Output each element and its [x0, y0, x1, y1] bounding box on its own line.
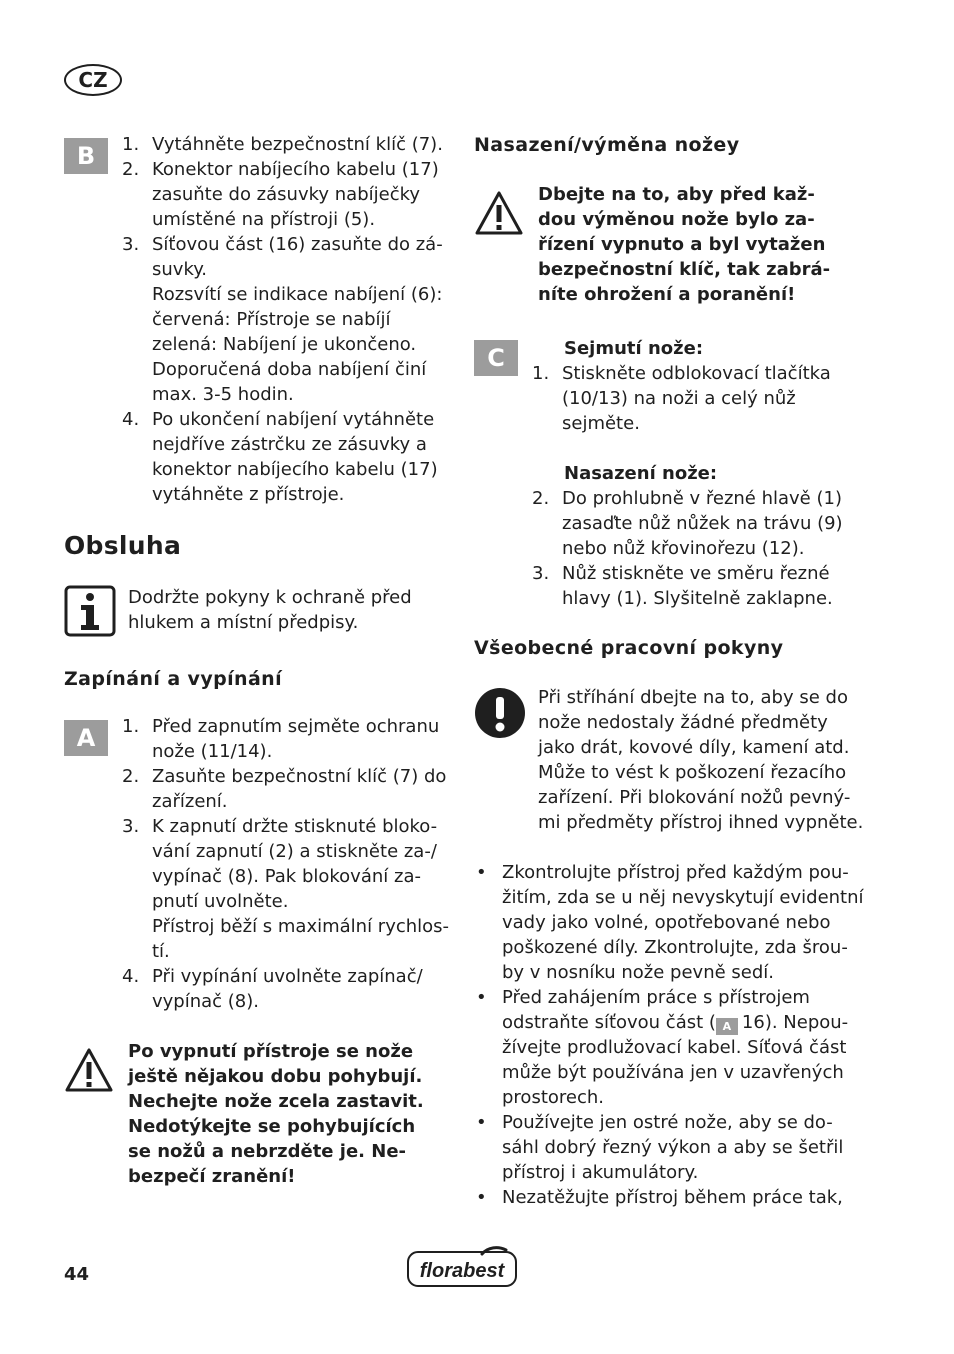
step-text-line: Do prohlubně v řezné hlavě (1) [562, 488, 842, 509]
step-text-line: Před zapnutím sejměte ochranu [152, 716, 440, 737]
steps-list-b [122, 132, 452, 507]
bullet-text-line: by v nosníku nože pevně sedí. [502, 962, 775, 983]
step-text-line: zelená: Nabíjení je ukončeno. [152, 334, 417, 355]
step-text-line: zařízení. [152, 791, 228, 812]
warning-note-left [64, 1039, 452, 1189]
info-note [64, 585, 452, 644]
text-line: Dbejte na to, aby před kaž- [538, 184, 815, 205]
list-item [122, 232, 452, 407]
text-line: dou výměnou nože bylo za- [538, 209, 815, 230]
step-text-line: K zapnutí držte stisknuté bloko- [152, 816, 438, 837]
list-item [474, 860, 864, 985]
step-text-line: Rozsvítí se indikace nabíjení (6): [152, 284, 443, 305]
text-line: Nechejte nože zcela zastavit. [128, 1091, 424, 1112]
step-text-line: suvky. [152, 259, 208, 280]
warning-icon [64, 1039, 128, 1100]
bullet-text-line: sáhl dobrý řezný výkon a aby se šetřil [502, 1137, 844, 1158]
warning-note-text [538, 182, 864, 307]
text-line: Nedotýkejte se pohybujících [128, 1116, 416, 1137]
bullet-text-line: žitím, zda se u něj nevyskytují evidentní [502, 887, 864, 908]
list-item [122, 132, 452, 157]
step-text-line: tí. [152, 941, 170, 962]
step-number: 2. [122, 766, 140, 787]
text-line: Při stříhání dbejte na to, aby se do [538, 687, 848, 708]
caution-note [474, 685, 864, 835]
step-text-line: Nůž stiskněte ve směru řezné [562, 563, 830, 584]
step-text-line: nebo nůž křovinořezu (12). [562, 538, 805, 559]
step-text-line: vypínač (8). Pak blokování za- [152, 866, 421, 887]
steps-list-a [122, 714, 452, 1014]
step-number: 2. [122, 159, 140, 180]
list-item [532, 486, 864, 561]
step-text-line: pnutí uvolněte. [152, 891, 289, 912]
steps-list-removal [532, 361, 864, 436]
step-number: 4. [122, 966, 140, 987]
list-item [474, 985, 864, 1110]
bullet-icon: • [476, 987, 487, 1008]
step-number: 3. [122, 816, 140, 837]
step-number: 3. [532, 563, 550, 584]
warning-note-right [474, 182, 864, 307]
step-text-line: Při vypínání uvolněte zapínač/ [152, 966, 423, 987]
step-text-line: Po ukončení nabíjení vytáhněte [152, 409, 435, 430]
left-column [64, 132, 452, 1189]
step-number: 4. [122, 409, 140, 430]
step-badge-c: C [474, 340, 518, 376]
bullet-text-line: žívejte prodlužovací kabel. Síťová část [502, 1037, 847, 1058]
section-title-zapinani: Zapínání a vypínání [64, 668, 283, 690]
language-badge [64, 64, 122, 96]
bullet-icon: • [476, 1187, 487, 1208]
logo-text: florabest [419, 1260, 505, 1282]
step-number: 1. [122, 134, 140, 155]
bullet-icon: • [476, 1112, 487, 1133]
subheading-mount: Nasazení nože: [564, 463, 718, 484]
step-text-line: max. 3-5 hodin. [152, 384, 294, 405]
bullet-text-line: prostorech. [502, 1087, 604, 1108]
text-line: hlukem a místní předpisy. [128, 612, 359, 633]
text-line: mi předměty přístroj ihned vypněte. [538, 812, 864, 833]
step-text-line: Zasuňte bezpečnostní klíč (7) do [152, 766, 447, 787]
warning-icon [474, 182, 538, 243]
list-item [122, 157, 452, 232]
bullet-text-line: přístroj i akumulátory. [502, 1162, 699, 1183]
page-number: 44 [64, 1264, 90, 1285]
step-text-line: zasaďte nůž nůžek na trávu (9) [562, 513, 843, 534]
section-title-obsluha: Obsluha [64, 531, 182, 560]
text-line: zařízení. Při blokování nožů pevný- [538, 787, 851, 808]
text-line: Dodržte pokyny k ochraně před [128, 587, 412, 608]
inline-step-badge: A [716, 1018, 738, 1035]
step-text-line: (10/13) na noži a celý nůž [562, 388, 796, 409]
step-number: 1. [532, 363, 550, 384]
warning-note-text [128, 1039, 452, 1189]
bullet-text-line: může být používána jen v uzavřených [502, 1062, 844, 1083]
step-text-line: Doporučená doba nabíjení činí [152, 359, 427, 380]
list-item [474, 1185, 864, 1210]
caution-note-text [538, 685, 864, 835]
language-code: CZ [78, 68, 108, 92]
inline-text: 16). Nepou- [741, 1012, 849, 1033]
info-icon [64, 585, 128, 644]
section-a [64, 714, 452, 1014]
step-text-line: Přístroj běží s maximální rychlos- [152, 916, 450, 937]
step-text-line: vání zapnutí (2) a stiskněte za-/ [152, 841, 437, 862]
bullet-text-line: Zkontrolujte přístroj před každým pou- [502, 862, 849, 883]
bullet-text-line [502, 1010, 864, 1035]
step-text-line: umístěné na přístroji (5). [152, 209, 376, 230]
step-number: 1. [122, 716, 140, 737]
step-text-line: nejdříve zástrčku ze zásuvky a [152, 434, 427, 455]
step-text-line: Síťovou část (16) zasuňte do zá- [152, 234, 443, 255]
step-text-line: vypínač (8). [152, 991, 260, 1012]
step-text-line: nože (11/14). [152, 741, 273, 762]
text-line: Může to vést k poškození řezacího [538, 762, 847, 783]
step-text-line: konektor nabíjecího kabelu (17) [152, 459, 438, 480]
list-item [122, 814, 452, 964]
text-line: nože nedostaly žádné předměty [538, 712, 828, 733]
right-column [474, 132, 864, 1210]
list-item [122, 764, 452, 814]
step-text-line: hlavy (1). Slyšitelně zaklapne. [562, 588, 833, 609]
step-text-line: Vytáhněte bezpečnostní klíč (7). [152, 134, 443, 155]
step-badge-a: A [64, 720, 108, 756]
text-line: Po vypnutí přístroje se nože [128, 1041, 414, 1062]
text-line: ještě nějakou dobu pohybují. [128, 1066, 423, 1087]
bullet-text-line: Před zahájením práce s přístrojem [502, 987, 810, 1008]
inline-text: odstraňte síťovou část ( [502, 1012, 716, 1033]
list-item [122, 964, 452, 1014]
text-line: se nožů a nebrzděte je. Ne- [128, 1141, 406, 1162]
list-item [122, 407, 452, 507]
text-line: jako drát, kovové díly, kamení atd. [538, 737, 850, 758]
info-note-text [128, 585, 452, 635]
section-c [474, 336, 864, 611]
step-badge-b: B [64, 138, 108, 174]
bullet-icon: • [476, 862, 487, 883]
exclamation-icon [474, 685, 538, 746]
text-line: bezpečí zranění! [128, 1166, 296, 1187]
text-line: níte ohrožení a poranění! [538, 284, 796, 305]
step-text-line: vytáhněte z přístroje. [152, 484, 345, 505]
brand-logo [406, 1246, 518, 1294]
list-item [532, 361, 864, 436]
general-bullets [474, 860, 864, 1210]
text-line: bezpečnostní klíč, tak zabrá- [538, 259, 831, 280]
step-text-line: červená: Přístroje se nabíjí [152, 309, 391, 330]
list-item [532, 561, 864, 611]
list-item [474, 1110, 864, 1185]
bullet-text-line: vady jako volné, opotřebované nebo [502, 912, 831, 933]
step-text-line: sejměte. [562, 413, 640, 434]
step-number: 2. [532, 488, 550, 509]
list-item [122, 714, 452, 764]
subheading-removal: Sejmutí nože: [564, 338, 704, 359]
bullet-text-line: Nezatěžujte přístroj během práce tak, [502, 1187, 843, 1208]
text-line: řízení vypnuto a byl vytažen [538, 234, 826, 255]
step-text-line: zasuňte do zásuvky nabíječky [152, 184, 421, 205]
step-text-line: Stiskněte odblokovací tlačítka [562, 363, 831, 384]
bullet-text-line: Používejte jen ostré nože, aby se do- [502, 1112, 833, 1133]
step-number: 3. [122, 234, 140, 255]
section-title-nasazeni: Nasazení/výměna nožey [474, 134, 740, 156]
step-text-line: Konektor nabíjecího kabelu (17) [152, 159, 439, 180]
section-b [64, 132, 452, 507]
section-title-general: Všeobecné pracovní pokyny [474, 637, 784, 659]
steps-list-mount [532, 486, 864, 611]
bullet-text-line: poškozené díly. Zkontrolujte, zda šrou- [502, 937, 848, 958]
